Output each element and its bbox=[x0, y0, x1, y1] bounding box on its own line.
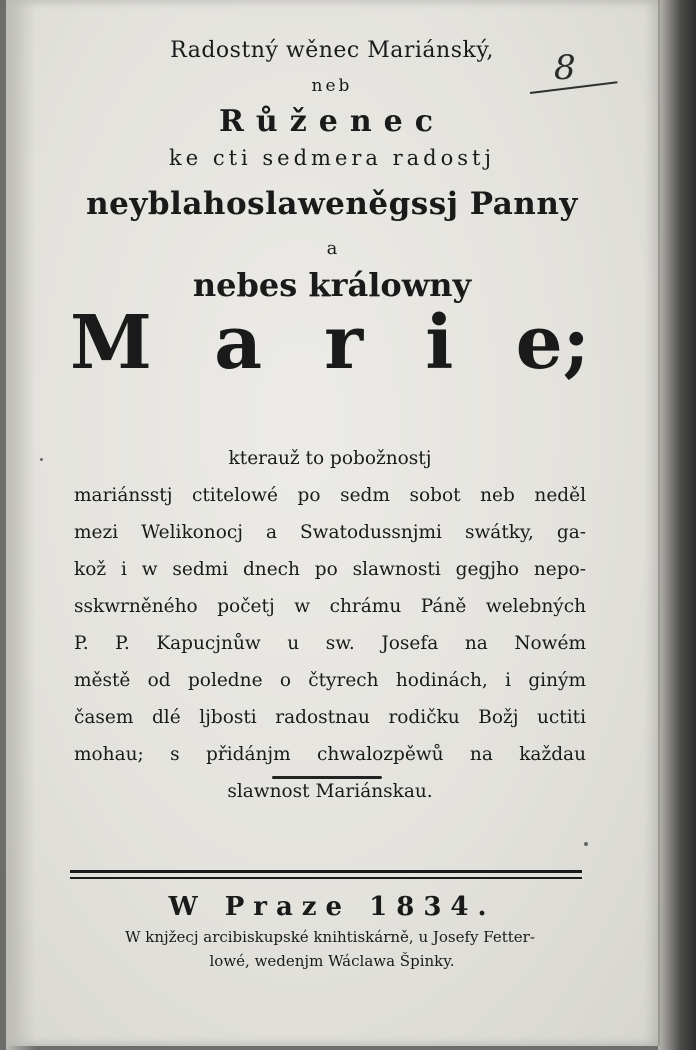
paper-speck bbox=[584, 842, 588, 846]
body-paragraph bbox=[74, 440, 586, 810]
body-line: mezi Welikonocj a Swatodussnjmi swátky, ga- bbox=[74, 522, 586, 543]
marie-letter-e: e; bbox=[515, 300, 590, 386]
handwritten-page-number: 8 bbox=[554, 48, 576, 88]
body-line: P. P. Kapucjnůw u sw. Josefa na Nowém bbox=[74, 633, 586, 654]
book-edge bbox=[658, 0, 696, 1050]
title-line-7: nebes králowny bbox=[192, 266, 472, 304]
imprint-place-year: W Praze 1834. bbox=[168, 892, 496, 922]
double-rule-top bbox=[70, 870, 582, 873]
title-page bbox=[6, 0, 660, 1046]
body-line: mariánsstj ctitelowé po sedm sobot neb neděl bbox=[74, 485, 586, 506]
title-line-3: Růženec bbox=[218, 104, 446, 139]
ornamental-rule bbox=[272, 776, 382, 779]
double-rule-bottom bbox=[70, 877, 582, 879]
paper-speck bbox=[40, 458, 43, 461]
body-line: sskwrněného početj w chrámu Páně welebných bbox=[74, 596, 586, 617]
title-line-1: Radostný wěnec Mariánský, bbox=[170, 38, 494, 63]
marie-letter-i: i bbox=[425, 300, 454, 386]
marie-heading bbox=[70, 300, 590, 386]
imprint-printer-line-2: lowé, wedenjm Wáclawa Špinky. bbox=[209, 952, 455, 970]
imprint-printer-line-1: W knjžecj arcibiskupské knihtiskárně, u Josefy Fetter- bbox=[125, 928, 535, 946]
marie-letter-r: r bbox=[324, 300, 364, 386]
title-line-5: neyblahoslaweněgssj Panny bbox=[86, 186, 578, 222]
body-line: městě od poledne o čtyrech hodinách, i giným bbox=[74, 670, 586, 691]
title-line-4: ke cti sedmera radostj bbox=[168, 146, 495, 170]
body-line: slawnost Mariánskau. bbox=[227, 781, 433, 802]
body-line: časem dlé ljbosti radostnau rodičku Božj uctiti bbox=[74, 707, 586, 728]
marie-letter-m: M bbox=[70, 300, 152, 386]
body-line: mohau; s přidánjm chwalozpěwů na každau bbox=[74, 744, 586, 765]
title-line-2: neb bbox=[311, 76, 353, 96]
body-line: kož i w sedmi dnech po slawnosti gegjho nepo- bbox=[74, 559, 586, 580]
marie-letter-a: a bbox=[214, 300, 263, 386]
body-line: kterauž to pobožnostj bbox=[228, 448, 432, 469]
title-line-6: a bbox=[326, 238, 338, 259]
